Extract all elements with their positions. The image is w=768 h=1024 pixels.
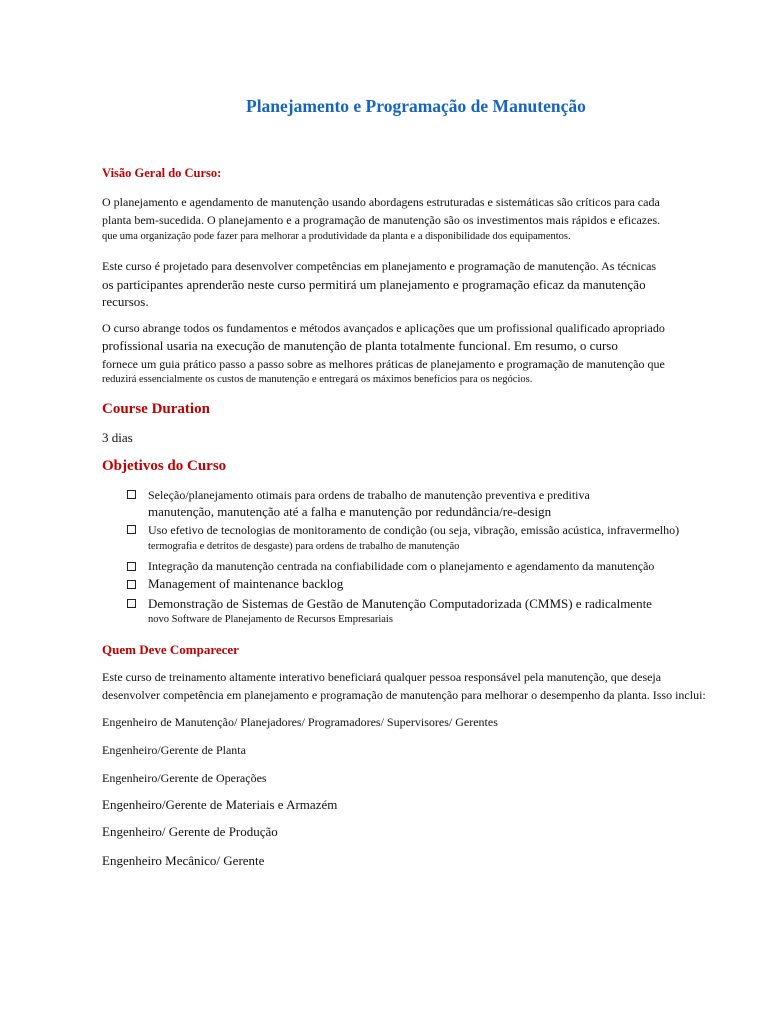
audience-role: Engenheiro Mecânico/ Gerente [102, 853, 265, 868]
duration-heading: Course Duration [102, 401, 210, 417]
checkbox-bullet-icon [127, 599, 136, 608]
overview-p3-line: O curso abrange todos os fundamentos e métodos avançados e aplicações que um profissional qualificado apropriado [102, 321, 665, 335]
checkbox-bullet-icon [127, 490, 136, 499]
objective-item-line: Management of maintenance backlog [148, 576, 344, 591]
checkbox-bullet-icon [127, 525, 136, 534]
objective-item-line: manutenção, manutenção até a falha e manutenção por redundância/re-design [148, 504, 552, 519]
overview-p2-line: os participantes aprenderão neste curso permitirá um planejamento e programação eficaz da manutenção [102, 277, 646, 292]
objective-item-line: termografia e detritos de desgaste) para ordens de trabalho de manutenção [148, 541, 460, 552]
audience-role: Engenheiro de Manutenção/ Planejadores/ Programadores/ Supervisores/ Gerentes [102, 715, 498, 729]
overview-p3-line: fornece um guia prático passo a passo sobre as melhores práticas de planejamento e programação de manutenção que [102, 357, 665, 371]
objective-item-line: Uso efetivo de tecnologias de monitoramento de condição (ou seja, vibração, emissão acústica, infravermelho) [148, 523, 680, 537]
objective-item-line: novo Software de Planejamento de Recursos Empresariais [148, 614, 393, 625]
checkbox-bullet-icon [127, 580, 136, 589]
checkbox-bullet-icon [127, 562, 136, 571]
audience-intro-line: Este curso de treinamento altamente interativo beneficiará qualquer pessoa responsável pela manutenção, que deseja [102, 670, 662, 684]
overview-p1-line: que uma organização pode fazer para melhorar a produtividade da planta e a disponibilidade dos equipamentos. [102, 231, 571, 242]
audience-role: Engenheiro/Gerente de Operações [102, 771, 267, 785]
overview-p3-line: reduzirá essencialmente os custos de manutenção e entregará os máximos benefícios para os negócios. [102, 374, 533, 385]
overview-p2-line: Este curso é projetado para desenvolver competências em planejamento e programação de manutenção. As técnicas [102, 259, 657, 273]
overview-p1-line: O planejamento e agendamento de manutenção usando abordagens estruturadas e sistemáticas são críticos para cada [102, 195, 660, 209]
audience-role: Engenheiro/ Gerente de Produção [102, 824, 278, 839]
overview-p1-line: planta bem-sucedida. O planejamento e a programação de manutenção são os investimentos mais rápidos e eficazes. [102, 213, 661, 227]
objective-item-line: Integração da manutenção centrada na confiabilidade com o planejamento e agendamento da manutenção [148, 559, 655, 573]
audience-role: Engenheiro/Gerente de Planta [102, 743, 246, 757]
audience-role: Engenheiro/Gerente de Materiais e Armazém [102, 797, 338, 812]
page-title: Planejamento e Programação de Manutenção [246, 96, 586, 116]
audience-intro-line: desenvolver competência em planejamento e programação de manutenção para melhorar o desempenho da planta. Isso inclui: [102, 688, 706, 702]
overview-heading: Visão Geral do Curso: [102, 166, 222, 180]
overview-p2-line: recursos. [102, 294, 149, 309]
objective-item-line: Demonstração de Sistemas de Gestão de Manutenção Computadorizada (CMMS) e radicalmente [148, 596, 652, 611]
duration-value: 3 dias [102, 430, 133, 445]
objectives-heading: Objetivos do Curso [102, 458, 227, 474]
overview-p3-line: profissional usaria na execução de manutenção de planta totalmente funcional. Em resumo, o curso [102, 338, 618, 353]
audience-heading: Quem Deve Comparecer [102, 642, 239, 657]
objective-item-line: Seleção/planejamento otimais para ordens de trabalho de manutenção preventiva e preditiva [148, 488, 590, 502]
